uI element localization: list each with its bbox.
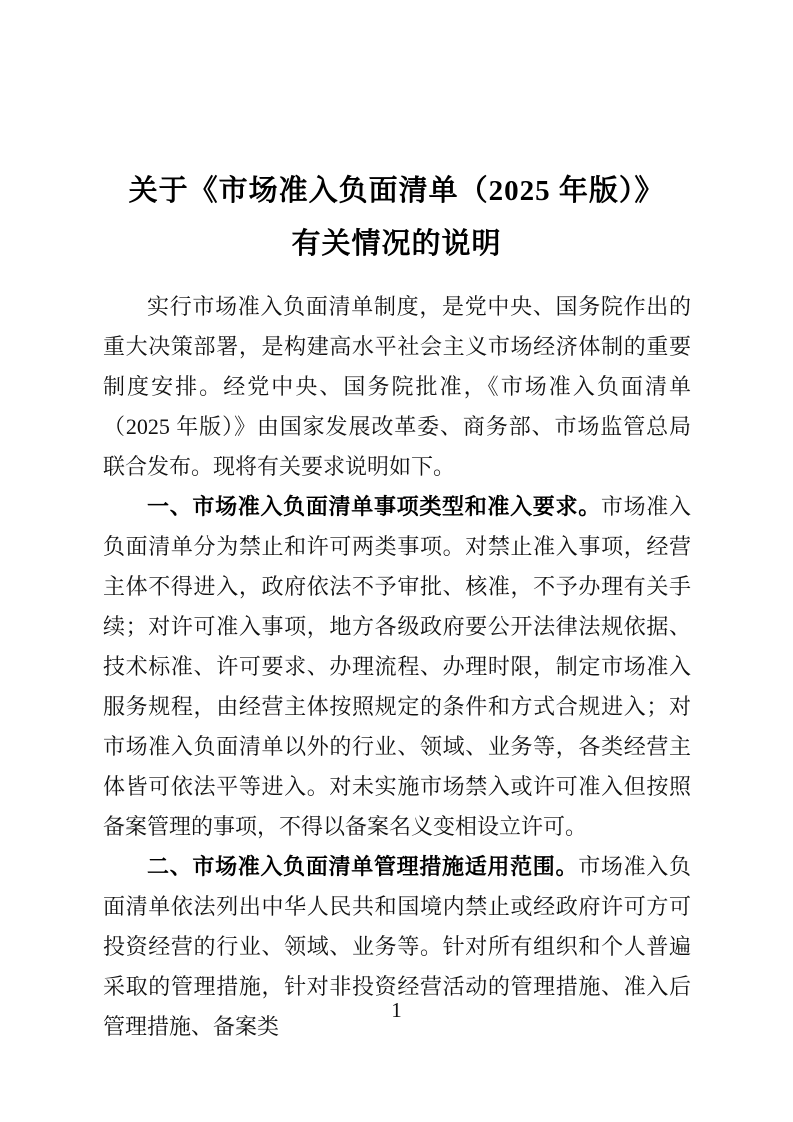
paragraph-section-2-text: 市场准入负面清单依法列出中华人民共和国境内禁止或经政府许可方可投资经营的行业、领域、业务等。针对所有组织和个人普遍采取的管理措施，针对非投资经营活动的管理措施、准入后管理措施、备案类 [103, 854, 691, 1039]
page-number: 1 [391, 998, 402, 1022]
paragraph-intro [103, 287, 691, 487]
title-line-1: 关于《市场准入负面清单（2025 年版）》 [128, 175, 665, 207]
paragraph-section-1-lead: 一、市场准入负面清单事项类型和准入要求。 [147, 494, 601, 519]
paragraph-intro-text: 实行市场准入负面清单制度，是党中央、国务院作出的重大决策部署，是构建高水平社会主义市场经济体制的重要制度安排。经党中央、国务院批准，《市场准入负面清单（2025 年版）》由国家发展改革委、商务部、市场监管总局联合发布。现将有关要求说明如下。 [103, 294, 691, 479]
title-line-2: 有关情况的说明 [291, 228, 502, 260]
paragraph-section-1-text: 市场准入负面清单分为禁止和许可两类事项。对禁止准入事项，经营主体不得进入，政府依法不予审批、核准，不予办理有关手续；对许可准入事项，地方各级政府要公开法律法规依据、技术标准、许可要求、办理流程、办理时限，制定市场准入服务规程，由经营主体按照规定的条件和方式合规进入；对市场准入负面清单以外的行业、领域、业务等，各类经营主体皆可依法平等进入。对未实施市场禁入或许可准入但按照备案管理的事项，不得以备案名义变相设立许可。 [103, 494, 691, 839]
document-body [103, 287, 691, 1047]
document-title [0, 165, 793, 271]
paragraph-section-1 [103, 487, 691, 847]
paragraph-section-2-lead: 二、市场准入负面清单管理措施适用范围。 [147, 854, 579, 879]
